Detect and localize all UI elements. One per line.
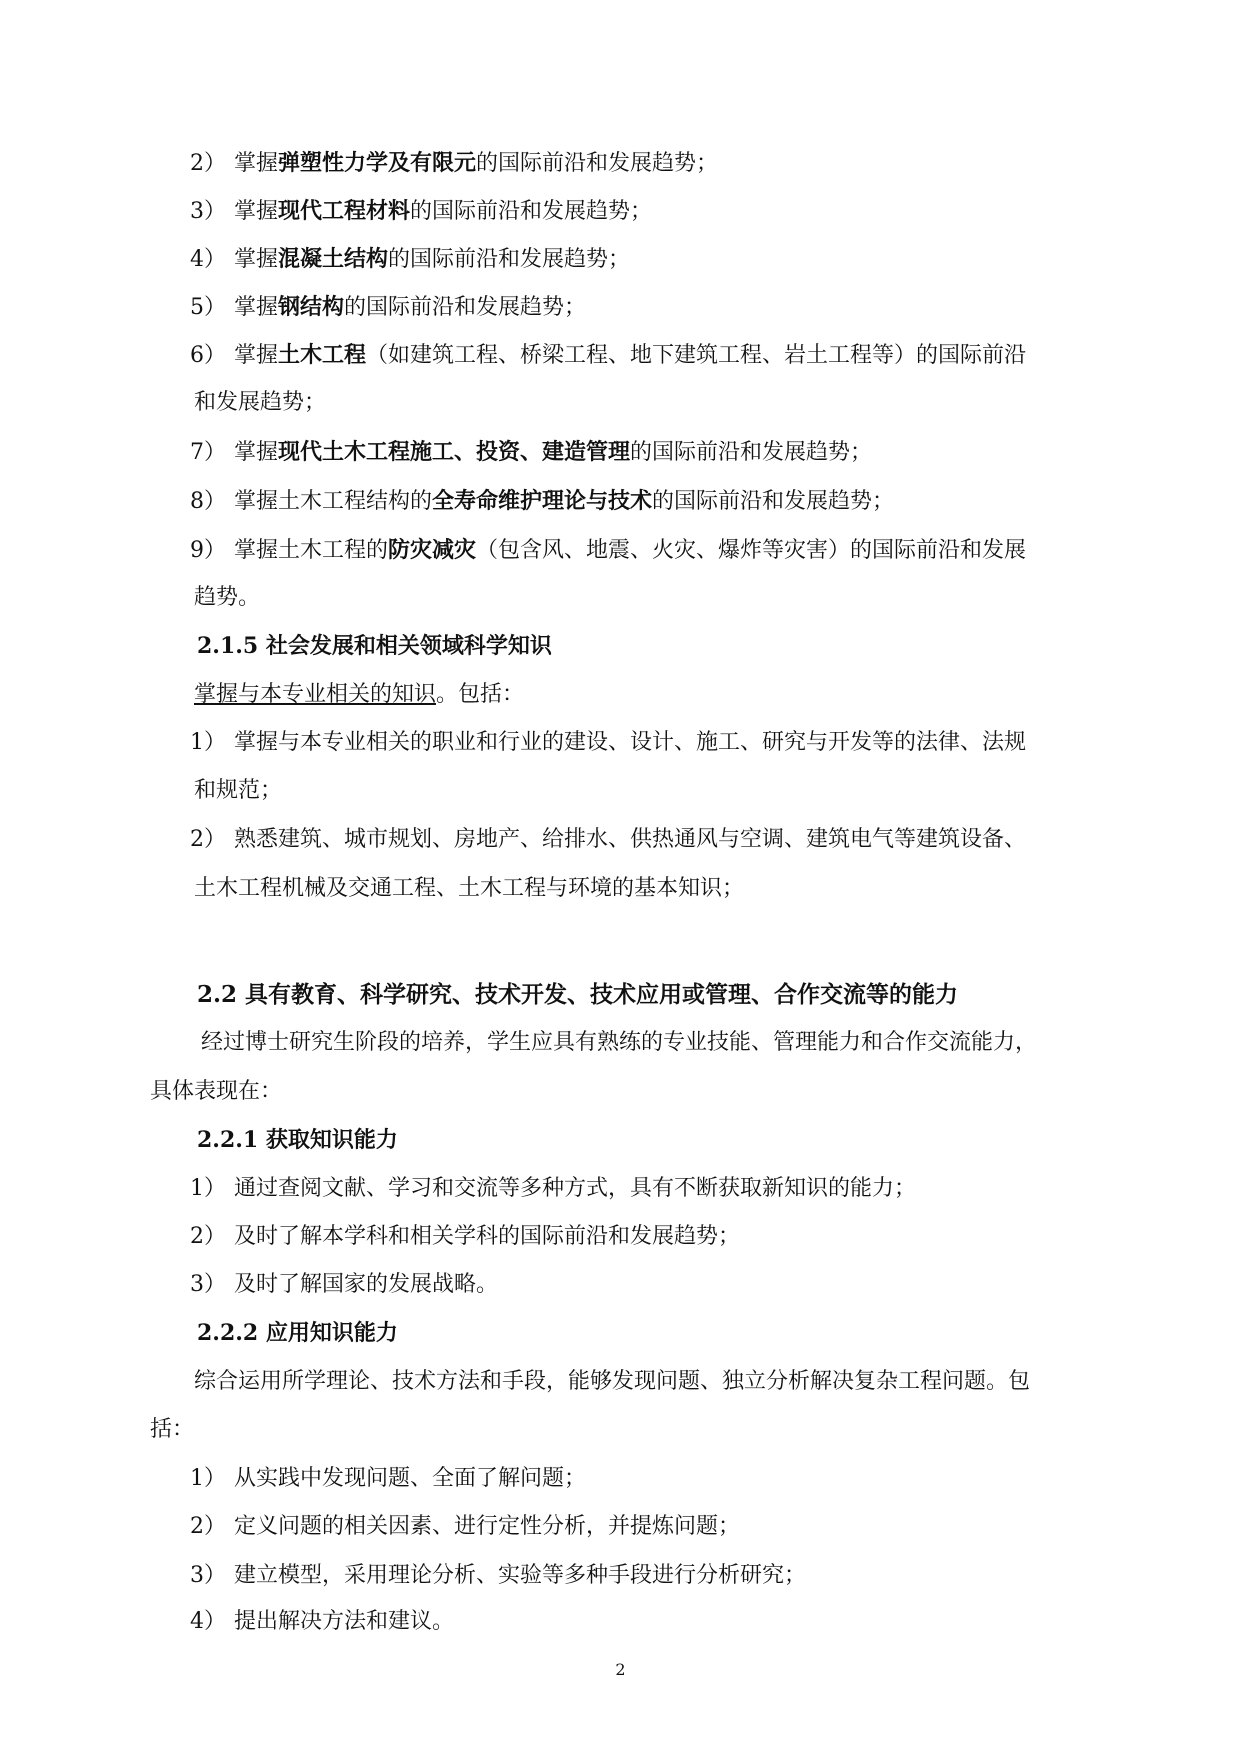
section-heading: 2.2 具有教育、科学研究、技术开发、技术应用或管理、合作交流等的能力 [197,981,959,1008]
list-item: 7） 掌握现代土木工程施工、投资、建造管理的国际前沿和发展趋势； [190,439,873,465]
paragraph-continuation: 括： [150,1417,195,1442]
section-heading: 2.1.5 社会发展和相关领域科学知识 [197,633,552,659]
section-heading: 2.2.2 应用知识能力 [197,1320,398,1346]
list-item: 2） 定义问题的相关因素、进行定性分析，并提炼问题； [190,1514,741,1539]
paragraph-continuation: 具体表现在： [150,1079,283,1104]
list-item: 2） 熟悉建筑、城市规划、房地产、给排水、供热通风与空调、建筑电气等建筑设备、 [190,827,1027,852]
list-item: 8） 掌握土木工程结构的全寿命维护理论与技术的国际前沿和发展趋势； [190,488,895,514]
list-item: 1） 通过查阅文献、学习和交流等多种方式，具有不断获取新知识的能力； [190,1176,917,1201]
list-item: 6） 掌握土木工程（如建筑工程、桥梁工程、地下建筑工程、岩土工程等）的国际前沿 [190,342,1027,368]
paragraph: 综合运用所学理论、技术方法和手段，能够发现问题、独立分析解决复杂工程问题。包 [194,1369,1031,1394]
list-item: 4） 提出解决方法和建议。 [190,1609,455,1634]
list-item: 3） 掌握现代工程材料的国际前沿和发展趋势； [190,198,653,224]
list-item-continuation: 土木工程机械及交通工程、土木工程与环境的基本知识； [194,876,745,901]
list-item: 1） 从实践中发现问题、全面了解问题； [190,1466,587,1491]
list-item: 2） 及时了解本学科和相关学科的国际前沿和发展趋势； [190,1224,741,1249]
section-heading: 2.2.1 获取知识能力 [197,1127,398,1153]
list-item: 4） 掌握混凝土结构的国际前沿和发展趋势； [190,246,631,272]
list-item-continuation: 和规范； [194,778,283,803]
paragraph: 掌握与本专业相关的知识。包括： [194,682,525,707]
list-item: 3） 及时了解国家的发展战略。 [190,1272,499,1297]
page-number: 2 [615,1660,626,1679]
list-item: 5） 掌握钢结构的国际前沿和发展趋势； [190,294,587,320]
list-item: 1） 掌握与本专业相关的职业和行业的建设、设计、施工、研究与开发等的法律、法规 [190,730,1027,755]
paragraph: 经过博士研究生阶段的培养，学生应具有熟练的专业技能、管理能力和合作交流能力， [201,1030,1038,1055]
list-item: 9） 掌握土木工程的防灾减灾（包含风、地震、火灾、爆炸等灾害）的国际前沿和发展 [190,537,1027,563]
list-item: 2） 掌握弹塑性力学及有限元的国际前沿和发展趋势； [190,150,719,176]
list-item: 3） 建立模型，采用理论分析、实验等多种手段进行分析研究； [190,1563,807,1588]
list-item-continuation: 趋势。 [194,585,261,610]
list-item-continuation: 和发展趋势； [194,390,327,415]
